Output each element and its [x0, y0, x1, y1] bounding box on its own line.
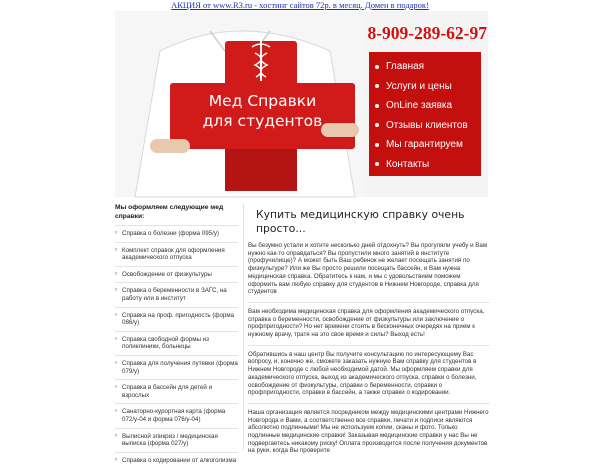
sidebar-item-sick-note[interactable]: [115, 225, 238, 242]
chevron-right-icon: ›: [115, 456, 117, 463]
sidebar-item-academic-leave[interactable]: [115, 242, 238, 266]
main-content: [243, 204, 490, 455]
chevron-right-icon: ›: [115, 408, 117, 415]
content-paragraph: Обратившись в наш центр Вы получите консультацию по интересующему Вас вопросу, и, конечно же, сможете заказать нужную Вам справку для студентов в Нижнем Новгороде с любой необходимой датой. Мы оформляем справки для академического отпуска, выход из академического отпуска, справки о болезни, освобождение от физкультуры, справки о беременности, справки о профпригодности, справки в бассейн, а также справки о кодировании.: [248, 350, 477, 397]
sidebar: [115, 204, 238, 464]
bullet-icon: [375, 84, 379, 88]
content-paragraph: Вам необходима медицинская справка для оформления академического отпуска, справка о беременности, освобождение от физкультуры или заключение о профпригодности? Но нет времени стоять в бесконечных очередях на прием к нужному врачу, тратя на это свое время и силы? Выход есть!: [248, 307, 485, 339]
chevron-right-icon: ›: [115, 384, 117, 391]
sidebar-item-label: Справка для получения путевки (форма 079/у): [122, 359, 238, 375]
sidebar-item-label: Справка в бассейн для детей и взрослых: [122, 384, 213, 399]
hero-title: [175, 91, 350, 131]
bullet-icon: [375, 123, 379, 127]
chevron-right-icon: ›: [115, 311, 117, 318]
bullet-icon: [375, 162, 379, 166]
menu-item-label: Отзывы клиентов: [386, 119, 468, 131]
chevron-right-icon: ›: [115, 432, 117, 439]
chevron-right-icon: ›: [115, 246, 117, 253]
menu-item-services[interactable]: [369, 77, 481, 97]
promo-link[interactable]: АКЦИЯ от www.R3.ru - хостинг сайтов 72р. в месяц. Домен в подарок!: [171, 0, 429, 10]
hero-image: [115, 11, 365, 197]
sidebar-item-discharge-summary[interactable]: [115, 428, 238, 452]
menu-item-label: Услуги и цены: [386, 80, 452, 92]
menu-item-reviews[interactable]: [369, 116, 481, 136]
sidebar-item-pregnancy[interactable]: [115, 282, 238, 306]
bullet-icon: [375, 143, 379, 147]
chevron-right-icon: ›: [115, 230, 117, 236]
menu-item-home[interactable]: [369, 57, 481, 77]
page-title: Купить медицинскую справку очень просто...: [256, 208, 465, 235]
sidebar-item-label: Справка о болезни (форма 095/у): [122, 230, 219, 237]
hero-title-line1: Мед Справки: [208, 92, 317, 110]
sidebar-item-label: Справка о кодировании от алкоголизма: [122, 456, 237, 464]
left-hand: [150, 139, 190, 153]
chevron-right-icon: ›: [115, 287, 117, 294]
sidebar-item-coding[interactable]: [115, 452, 238, 468]
chevron-right-icon: ›: [115, 270, 117, 277]
menu-item-label: Контакты: [386, 158, 430, 170]
sidebar-item-label: Санаторно-курортная карта (форма 072/у-04 и форма 076/у-04): [122, 408, 226, 423]
chevron-right-icon: ›: [115, 335, 117, 342]
main-menu: [369, 52, 481, 176]
sidebar-item-sanatorium[interactable]: [115, 403, 238, 427]
divider: [248, 345, 490, 346]
bullet-icon: [375, 65, 379, 69]
sidebar-item-label: Освобождение от физкультуры: [122, 270, 212, 278]
hero-title-line2: для студентов: [202, 112, 323, 130]
sidebar-item-label: Выписной эпикриз / медицинская выписка (форма 027/у): [122, 432, 218, 448]
sidebar-item-label: Справка на проф. пригодность (форма 086/у): [122, 311, 235, 327]
red-cross-shade: [225, 149, 297, 191]
chevron-right-icon: ›: [115, 359, 117, 366]
sidebar-item-professional-fitness[interactable]: [115, 307, 238, 331]
sidebar-item-label: Справка свободной формы из поликлиники, больницы: [122, 335, 209, 351]
sidebar-title: Мы оформляем следующие мед справки:: [115, 204, 224, 220]
sidebar-item-free-form[interactable]: [115, 331, 238, 355]
sidebar-item-voucher[interactable]: [115, 355, 238, 379]
menu-item-online-order[interactable]: [369, 96, 481, 116]
divider: [248, 403, 490, 404]
sidebar-item-pool[interactable]: [115, 379, 238, 403]
menu-item-label: Мы гарантируем: [386, 139, 463, 151]
divider: [248, 302, 490, 303]
content-paragraph: Вы безумно устали и хотите несколько дней отдохнуть? Вы прогуляли учебу и Вам нужно как-то оправдаться? Вы пропустили много занятий в институте (профучилище)? А может быть Ваш ребенок не желает посещать занятия по физкультуре? Или же Вы просто решили посещать бассейн, и Вам нужна медицинская справка. Обратитесь к нам, и мы с удовольствием поможем оформить вам любую справку для студентов в Нижнем Новгороде, справка для студентов: [248, 242, 488, 296]
caduceus-icon: [250, 39, 272, 83]
phone-number: 8-909-289-62-97: [367, 23, 487, 43]
site-header: [115, 11, 488, 197]
menu-item-guarantee[interactable]: [369, 135, 481, 155]
menu-item-label: Главная: [386, 61, 425, 73]
menu-item-contacts[interactable]: [369, 155, 481, 175]
menu-item-label: OnLine заявка: [386, 100, 453, 112]
sidebar-item-label: Справка о беременности в ЗАГС, на работу или в институт: [122, 287, 227, 302]
sidebar-item-pe-exemption[interactable]: [115, 266, 238, 283]
bullet-icon: [375, 104, 379, 108]
content-paragraph: Наша организация является посредником между медицинскими центрами Нижнего Новгорода и Вами, а соответственно все справки, печати и подписи являются абсолютно подлинными! Мы не используем копии, сканы и фото. Только подлинные медицинские справки! Заказывая медицинские справки у нас Вы не подвергаетесь никакому риску! Оплата производится после получения документов на руки, когда Вы проверите: [248, 408, 489, 455]
sidebar-item-label: Комплект справок для оформления академического отпуска: [122, 246, 225, 262]
